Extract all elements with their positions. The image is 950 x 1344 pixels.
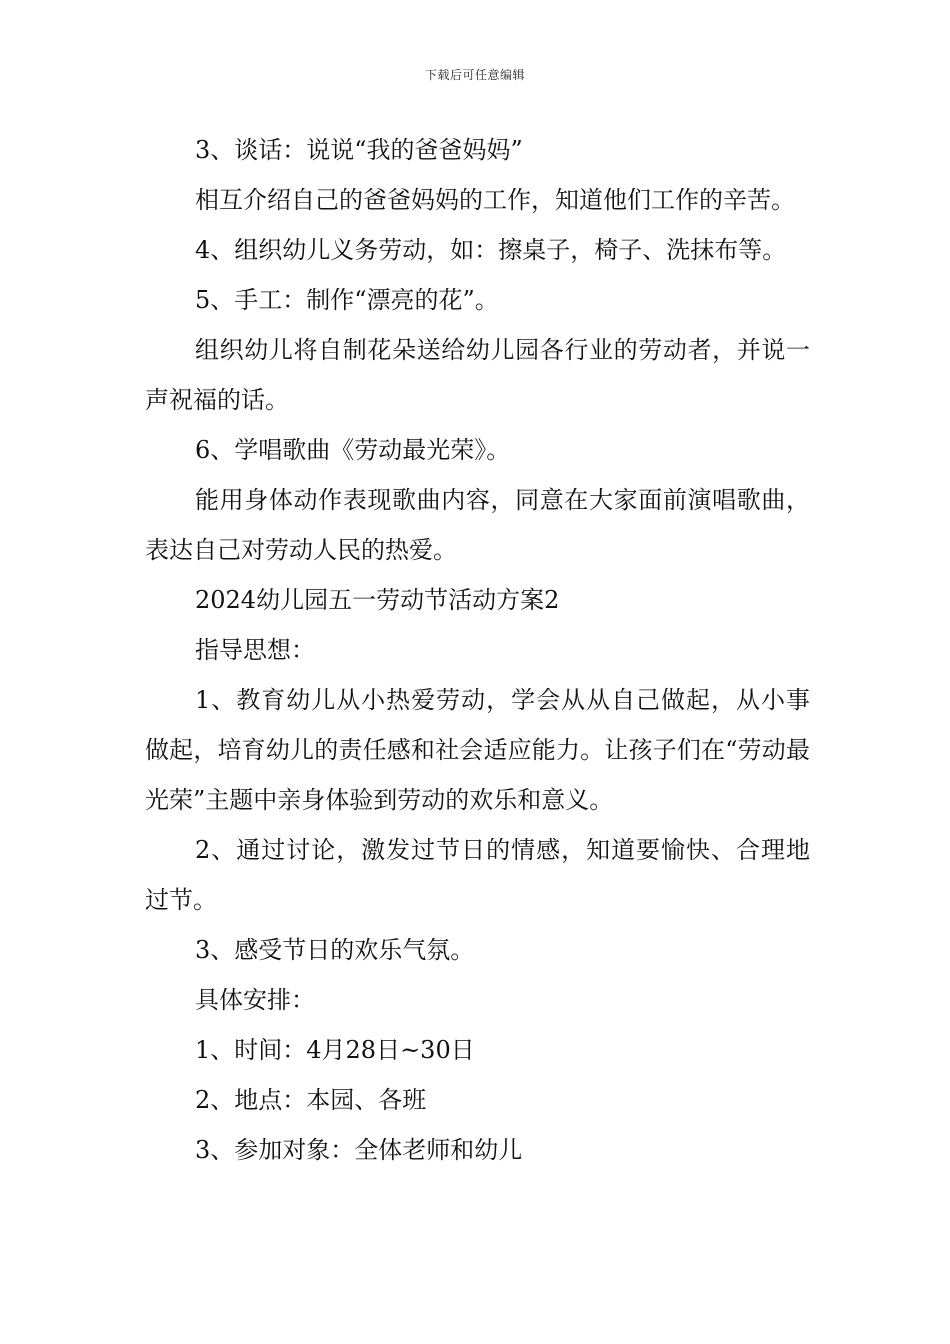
paragraph-14: 1、时间：4月28日~30日 xyxy=(195,1036,475,1064)
document-body xyxy=(145,125,810,1175)
paragraph-11: 2、通过讨论，激发过节日的情感，知道要愉快、合理地过节。 xyxy=(145,836,810,914)
paragraph-12: 3、感受节日的欢乐气氛。 xyxy=(195,936,475,964)
paragraph-16: 3、参加对象：全体老师和幼儿 xyxy=(195,1136,523,1164)
paragraph-6: 6、学唱歌曲《劳动最光荣》。 xyxy=(195,436,511,464)
paragraph-7: 能用身体动作表现歌曲内容，同意在大家面前演唱歌曲，表达自己对劳动人民的热爱。 xyxy=(145,486,810,564)
paragraph-1: 3、谈话：说说“我的爸爸妈妈” xyxy=(195,136,523,164)
paragraph-9: 指导思想： xyxy=(195,636,315,664)
paragraph-4: 5、手工：制作“漂亮的花”。 xyxy=(195,286,499,314)
paragraph-13: 具体安排： xyxy=(195,986,315,1014)
paragraph-3: 4、组织幼儿义务劳动，如：擦桌子，椅子、洗抹布等。 xyxy=(195,236,787,264)
paragraph-2: 相互介绍自己的爸爸妈妈的工作，知道他们工作的辛苦。 xyxy=(195,186,795,214)
paragraph-5: 组织幼儿将自制花朵送给幼儿园各行业的劳动者，并说一声祝福的话。 xyxy=(145,336,810,414)
section-heading: 2024幼儿园五一劳动节活动方案2 xyxy=(195,586,560,614)
paragraph-15: 2、地点：本园、各班 xyxy=(195,1086,427,1114)
paragraph-10: 1、教育幼儿从小热爱劳动，学会从从自己做起，从小事做起，培育幼儿的责任感和社会适应能力。让孩子们在“劳动最光荣”主题中亲身体验到劳动的欢乐和意义。 xyxy=(145,686,810,814)
page-header: 下载后可任意编辑 xyxy=(424,68,525,82)
